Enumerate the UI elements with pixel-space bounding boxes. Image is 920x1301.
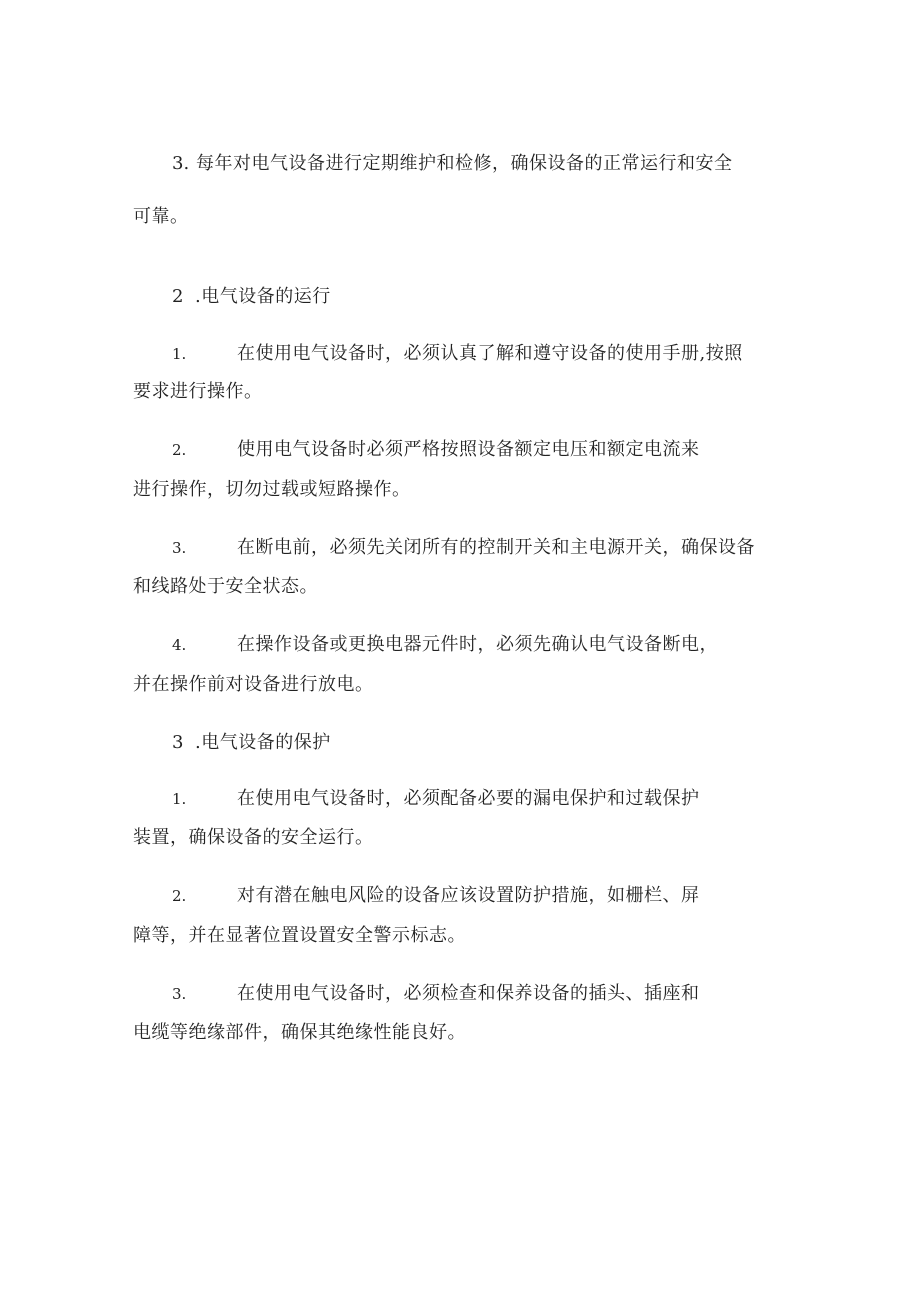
list-item-line-2: 装置，确保设备的安全运行。 [133, 827, 374, 848]
list-item-number: 2. [172, 441, 187, 459]
list-item-number: 4. [172, 636, 187, 654]
list-item-number: 1. [172, 345, 187, 363]
list-item-line-1: 在操作设备或更换电器元件时，必须先确认电气设备断电， [237, 634, 718, 655]
list-item-line-2: 障等，并在显著位置设置安全警示标志。 [133, 925, 466, 946]
list-item-number: 3. [172, 539, 187, 557]
intro-item-line-2: 可靠。 [133, 206, 189, 227]
section-heading-number: 2 [172, 286, 184, 307]
section-heading-text: .电气设备的保护 [195, 732, 331, 753]
list-item-line-2: 进行操作，切勿过载或短路操作。 [133, 479, 411, 500]
list-item-number: 1. [172, 790, 187, 808]
list-item-line-1: 使用电气设备时必须严格按照设备额定电压和额定电流来 [237, 439, 700, 460]
list-item-line-2: 要求进行操作。 [133, 381, 263, 402]
list-item-line-1: 对有潜在触电风险的设备应该设置防护措施，如栅栏、屏 [237, 885, 700, 906]
intro-item-line-1: 每年对电气设备进行定期维护和检修，确保设备的正常运行和安全 [196, 153, 733, 174]
list-item-line-2: 电缆等绝缘部件，确保其绝缘性能良好。 [133, 1022, 466, 1043]
list-item-number: 3. [172, 985, 187, 1003]
section-heading-text: .电气设备的运行 [195, 286, 331, 307]
list-item-number: 2. [172, 887, 187, 905]
list-item-line-1: 在使用电气设备时，必须配备必要的漏电保护和过载保护 [237, 788, 700, 809]
list-item-line-1: 在使用电气设备时，必须检查和保养设备的插头、插座和 [237, 983, 700, 1004]
list-item-line-2: 和线路处于安全状态。 [133, 576, 318, 597]
list-item-line-2: 并在操作前对设备进行放电。 [133, 674, 374, 695]
intro-item-number: 3. [172, 153, 190, 174]
list-item-line-1: 在使用电气设备时，必须认真了解和遵守设备的使用手册,按照 [237, 343, 743, 364]
list-item-line-1: 在断电前，必须先关闭所有的控制开关和主电源开关，确保设备 [237, 537, 755, 558]
section-heading-number: 3 [172, 732, 184, 753]
